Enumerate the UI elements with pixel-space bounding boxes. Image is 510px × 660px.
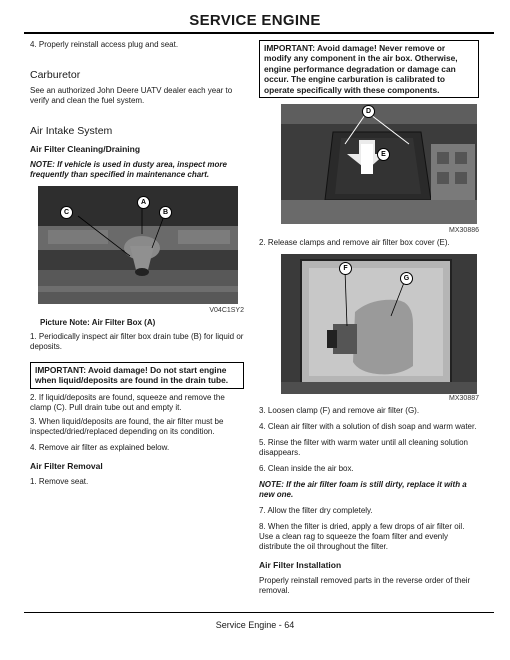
air-filter-installation-heading: Air Filter Installation (259, 560, 342, 571)
callout-e: E (377, 148, 390, 161)
callout-a: A (137, 196, 150, 209)
photo1-caption: V04C1SY2 (209, 307, 244, 314)
callout-f: F (339, 262, 352, 275)
step-replace-filter: 3. When liquid/deposits are found, the air filter must be inspected/dried/replaced depending on its condition. (30, 416, 224, 436)
air-filter-removal-heading: Air Filter Removal (30, 460, 103, 471)
left-column (30, 40, 244, 487)
air-intake-heading: Air Intake System (30, 125, 113, 137)
callout-b: B (159, 206, 172, 219)
photo3-caption: MX30887 (449, 395, 479, 403)
callout-c: C (60, 206, 73, 219)
footer-rule (24, 612, 494, 613)
important-drain-tube-box (30, 362, 244, 389)
step-rinse-filter: 5. Rinse the filter with warm water until all cleaning solution disappears. (259, 438, 468, 458)
page-header-title: SERVICE ENGINE (189, 12, 321, 29)
carburetor-text: See an authorized John Deere UATV dealer each year to verify and clean the fuel system. (30, 86, 233, 105)
step-dry-filter: 7. Allow the filter dry completely. (259, 506, 373, 516)
step-clean-air-box: 6. Clean inside the air box. (259, 464, 354, 474)
note-filter-dirty: NOTE: If the air filter foam is still dirty, replace it with a new one. (259, 480, 467, 500)
step-inspect-drain-tube: 1. Periodically inspect air filter box drain tube (B) for liquid or deposits. (30, 332, 244, 351)
important-carburetor-box (259, 40, 479, 98)
header-rule (24, 32, 494, 34)
air-filter-removal-photo (281, 254, 477, 394)
callout-g: G (400, 272, 413, 285)
step-release-clamps: 2. Release clamps and remove air filter box cover (E). (259, 238, 450, 248)
air-filter-cleaning-heading: Air Filter Cleaning/Draining (30, 144, 141, 154)
step-oil-filter: 8. When the filter is dried, apply a few drops of air filter oil. Use a clean rag to squeeze the foam filter and evenly distribute the oil throughout the filter. (259, 522, 465, 552)
step-remove-filter: 4. Remove air filter as explained below. (30, 442, 170, 452)
air-filter-cover-image (281, 104, 477, 224)
installation-text: Properly reinstall removed parts in the reverse order of their removal. (259, 576, 471, 596)
step-squeeze-clamp: 2. If liquid/deposits are found, squeeze and remove the clamp (C). Pull drain tube out and empty it. (30, 392, 225, 412)
air-filter-box-photo (38, 186, 238, 304)
step-reinstall-plug: 4. Properly reinstall access plug and seat. (30, 40, 179, 49)
air-filter-removal-image (281, 254, 477, 394)
step-loosen-clamp: 3. Loosen clamp (F) and remove air filter (G). (259, 406, 420, 416)
step-clean-filter: 4. Clean air filter with a solution of dish soap and warm water. (259, 422, 477, 432)
photo2-caption: MX30886 (449, 227, 479, 235)
picture-note-air-filter-box: Picture Note: Air Filter Box (A) (40, 318, 156, 327)
page-footer-label: Service Engine - 64 (215, 620, 295, 630)
air-filter-cover-photo (281, 104, 477, 224)
step-remove-seat: 1. Remove seat. (30, 476, 89, 486)
callout-d: D (362, 105, 375, 118)
carburetor-heading: Carburetor (30, 69, 81, 81)
note-dusty-area: NOTE: If vehicle is used in dusty area, inspect more frequently than specified in maintenance chart. (30, 160, 227, 179)
important-drain-tube-text: IMPORTANT: Avoid damage! Do not start engine when liquid/deposits are found in the drain tube. (35, 365, 229, 386)
right-column (259, 40, 479, 596)
important-carburetor-text: IMPORTANT: Avoid damage! Never remove or modify any component in the air box. Otherwise, engine performance degradation or damage can occur. The engine carburation is calibrated to operate specifically with these components. (264, 43, 458, 95)
